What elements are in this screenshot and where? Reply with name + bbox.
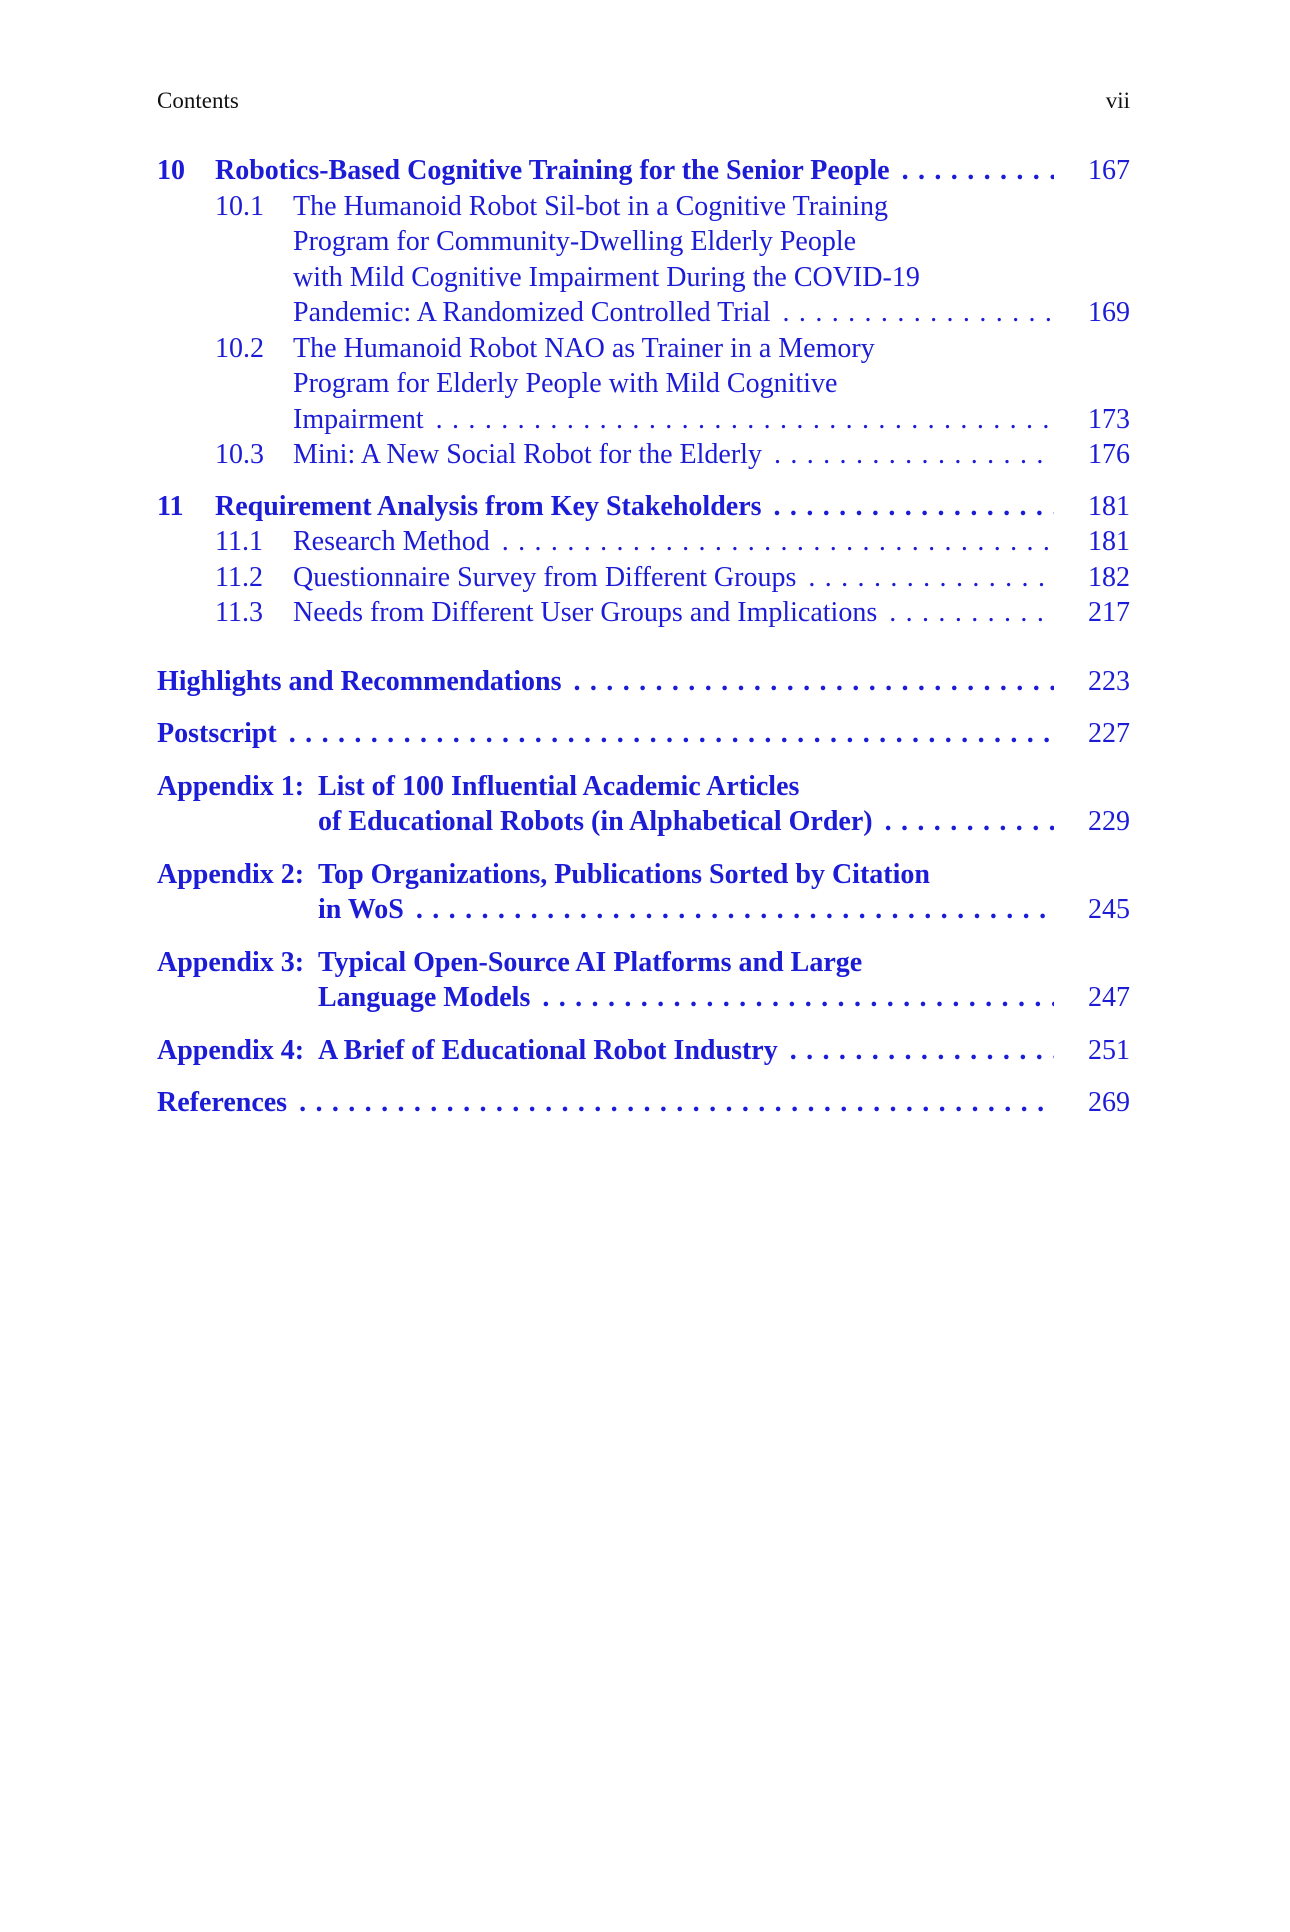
toc-entry-section-cont[interactable] [157, 260, 1130, 296]
toc-entry-appendix-4[interactable] [157, 1033, 1130, 1069]
dot-leader [885, 804, 1054, 840]
dot-leader [774, 489, 1054, 525]
dot-leader [436, 402, 1054, 438]
appendix-page: 251 [1088, 1034, 1130, 1066]
section-page: 182 [1088, 561, 1130, 593]
toc-entry-references[interactable] [157, 1085, 1130, 1121]
appendix-page: 247 [1088, 982, 1130, 1013]
section-title: The Humanoid Robot Sil-bot in a Cognitive Training [293, 190, 888, 222]
chapter-title: Requirement Analysis from Key Stakeholders [215, 490, 762, 522]
dot-leader [574, 664, 1055, 700]
dot-leader [502, 524, 1054, 560]
section-title: Program for Elderly People with Mild Cognitive [293, 368, 838, 399]
toc-entry-chapter[interactable] [157, 153, 1130, 189]
section-number: 11.2 [215, 561, 263, 593]
appendix-label: Appendix 4: [157, 1034, 305, 1066]
dot-leader [790, 1033, 1054, 1069]
appendix-label: Appendix 2: [157, 858, 305, 890]
section-page: 176 [1088, 439, 1130, 470]
appendix-title: A Brief of Educational Robot Industry [318, 1034, 778, 1066]
dot-leader [416, 892, 1054, 928]
running-head [157, 88, 1130, 118]
section-number: 10.1 [215, 190, 264, 222]
toc-chapter-11 [157, 489, 1130, 631]
appendix-title: Language Models [318, 982, 531, 1013]
dot-leader [902, 153, 1054, 189]
table-of-contents [157, 153, 1130, 1121]
toc-entry-section[interactable] [157, 524, 1130, 560]
toc-entry-section-cont[interactable] [157, 224, 1130, 260]
dot-leader [783, 295, 1054, 331]
toc-entry-section[interactable] [157, 331, 1130, 367]
dot-leader [889, 595, 1054, 631]
appendix-title: of Educational Robots (in Alphabetical Order) [318, 806, 873, 837]
toc-entry-appendix-2-cont[interactable] [157, 892, 1130, 928]
appendix-title: in WoS [318, 894, 404, 925]
running-head-title: Contents [157, 88, 239, 113]
dot-leader [808, 560, 1054, 596]
section-title: Mini: A New Social Robot for the Elderly [293, 439, 762, 470]
toc-entry-appendix-1-cont[interactable] [157, 804, 1130, 840]
highlights-title: Highlights and Recommendations [157, 665, 562, 697]
references-page: 269 [1088, 1087, 1130, 1118]
section-title: Impairment [293, 403, 424, 435]
chapter-title: Robotics-Based Cognitive Training for the Senior People [215, 155, 890, 186]
section-title: Program for Community-Dwelling Elderly People [293, 226, 857, 257]
appendix-label: Appendix 3: [157, 946, 305, 978]
section-title: The Humanoid Robot NAO as Trainer in a Memory [293, 332, 875, 364]
chapter-number: 10 [157, 155, 185, 186]
toc-entry-appendix-1[interactable] [157, 769, 1130, 805]
appendix-page: 245 [1088, 894, 1130, 925]
section-title: Questionnaire Survey from Different Groups [293, 561, 797, 593]
section-title: with Mild Cognitive Impairment During the COVID-19 [293, 261, 920, 293]
toc-entry-section-cont[interactable] [157, 366, 1130, 402]
toc-entry-highlights[interactable] [157, 664, 1130, 700]
toc-entry-chapter[interactable] [157, 489, 1130, 525]
dot-leader [542, 980, 1054, 1016]
appendix-title: Typical Open-Source AI Platforms and Large [318, 946, 863, 978]
toc-entry-appendix-3[interactable] [157, 945, 1130, 981]
toc-entry-postscript[interactable] [157, 716, 1130, 752]
chapter-page: 167 [1088, 155, 1130, 186]
section-page: 181 [1088, 526, 1130, 557]
appendix-page: 229 [1088, 806, 1130, 837]
page-number: vii [1105, 88, 1130, 113]
section-number: 10.3 [215, 439, 264, 470]
toc-entry-appendix-3-cont[interactable] [157, 980, 1130, 1016]
section-title: Research Method [293, 526, 490, 557]
postscript-page: 227 [1088, 718, 1130, 749]
toc-entry-section[interactable] [157, 560, 1130, 596]
section-title: Needs from Different User Groups and Implications [293, 597, 878, 628]
toc-entry-section[interactable] [157, 437, 1130, 473]
toc-entry-section-cont[interactable] [157, 402, 1130, 438]
toc-chapter-10 [157, 153, 1130, 473]
dot-leader [299, 1085, 1054, 1121]
postscript-title: Postscript [157, 718, 277, 749]
section-number: 11.3 [215, 597, 263, 628]
section-number: 10.2 [215, 332, 264, 364]
references-title: References [157, 1087, 288, 1118]
section-page: 173 [1088, 403, 1130, 435]
toc-entry-section[interactable] [157, 595, 1130, 631]
chapter-number: 11 [157, 490, 184, 522]
dot-leader [289, 716, 1054, 752]
appendix-title: Top Organizations, Publications Sorted by Citation [318, 858, 930, 890]
chapter-page: 181 [1088, 490, 1130, 522]
appendix-label: Appendix 1: [157, 770, 305, 802]
toc-entry-section-cont[interactable] [157, 295, 1130, 331]
toc-entry-appendix-2[interactable] [157, 857, 1130, 893]
section-title: Pandemic: A Randomized Controlled Trial [293, 297, 771, 328]
appendix-title: List of 100 Influential Academic Articles [318, 770, 800, 802]
highlights-page: 223 [1088, 665, 1130, 697]
section-number: 11.1 [215, 526, 263, 557]
toc-entry-section[interactable] [157, 189, 1130, 225]
section-page: 169 [1088, 297, 1130, 328]
section-page: 217 [1088, 597, 1130, 628]
dot-leader [774, 437, 1054, 473]
